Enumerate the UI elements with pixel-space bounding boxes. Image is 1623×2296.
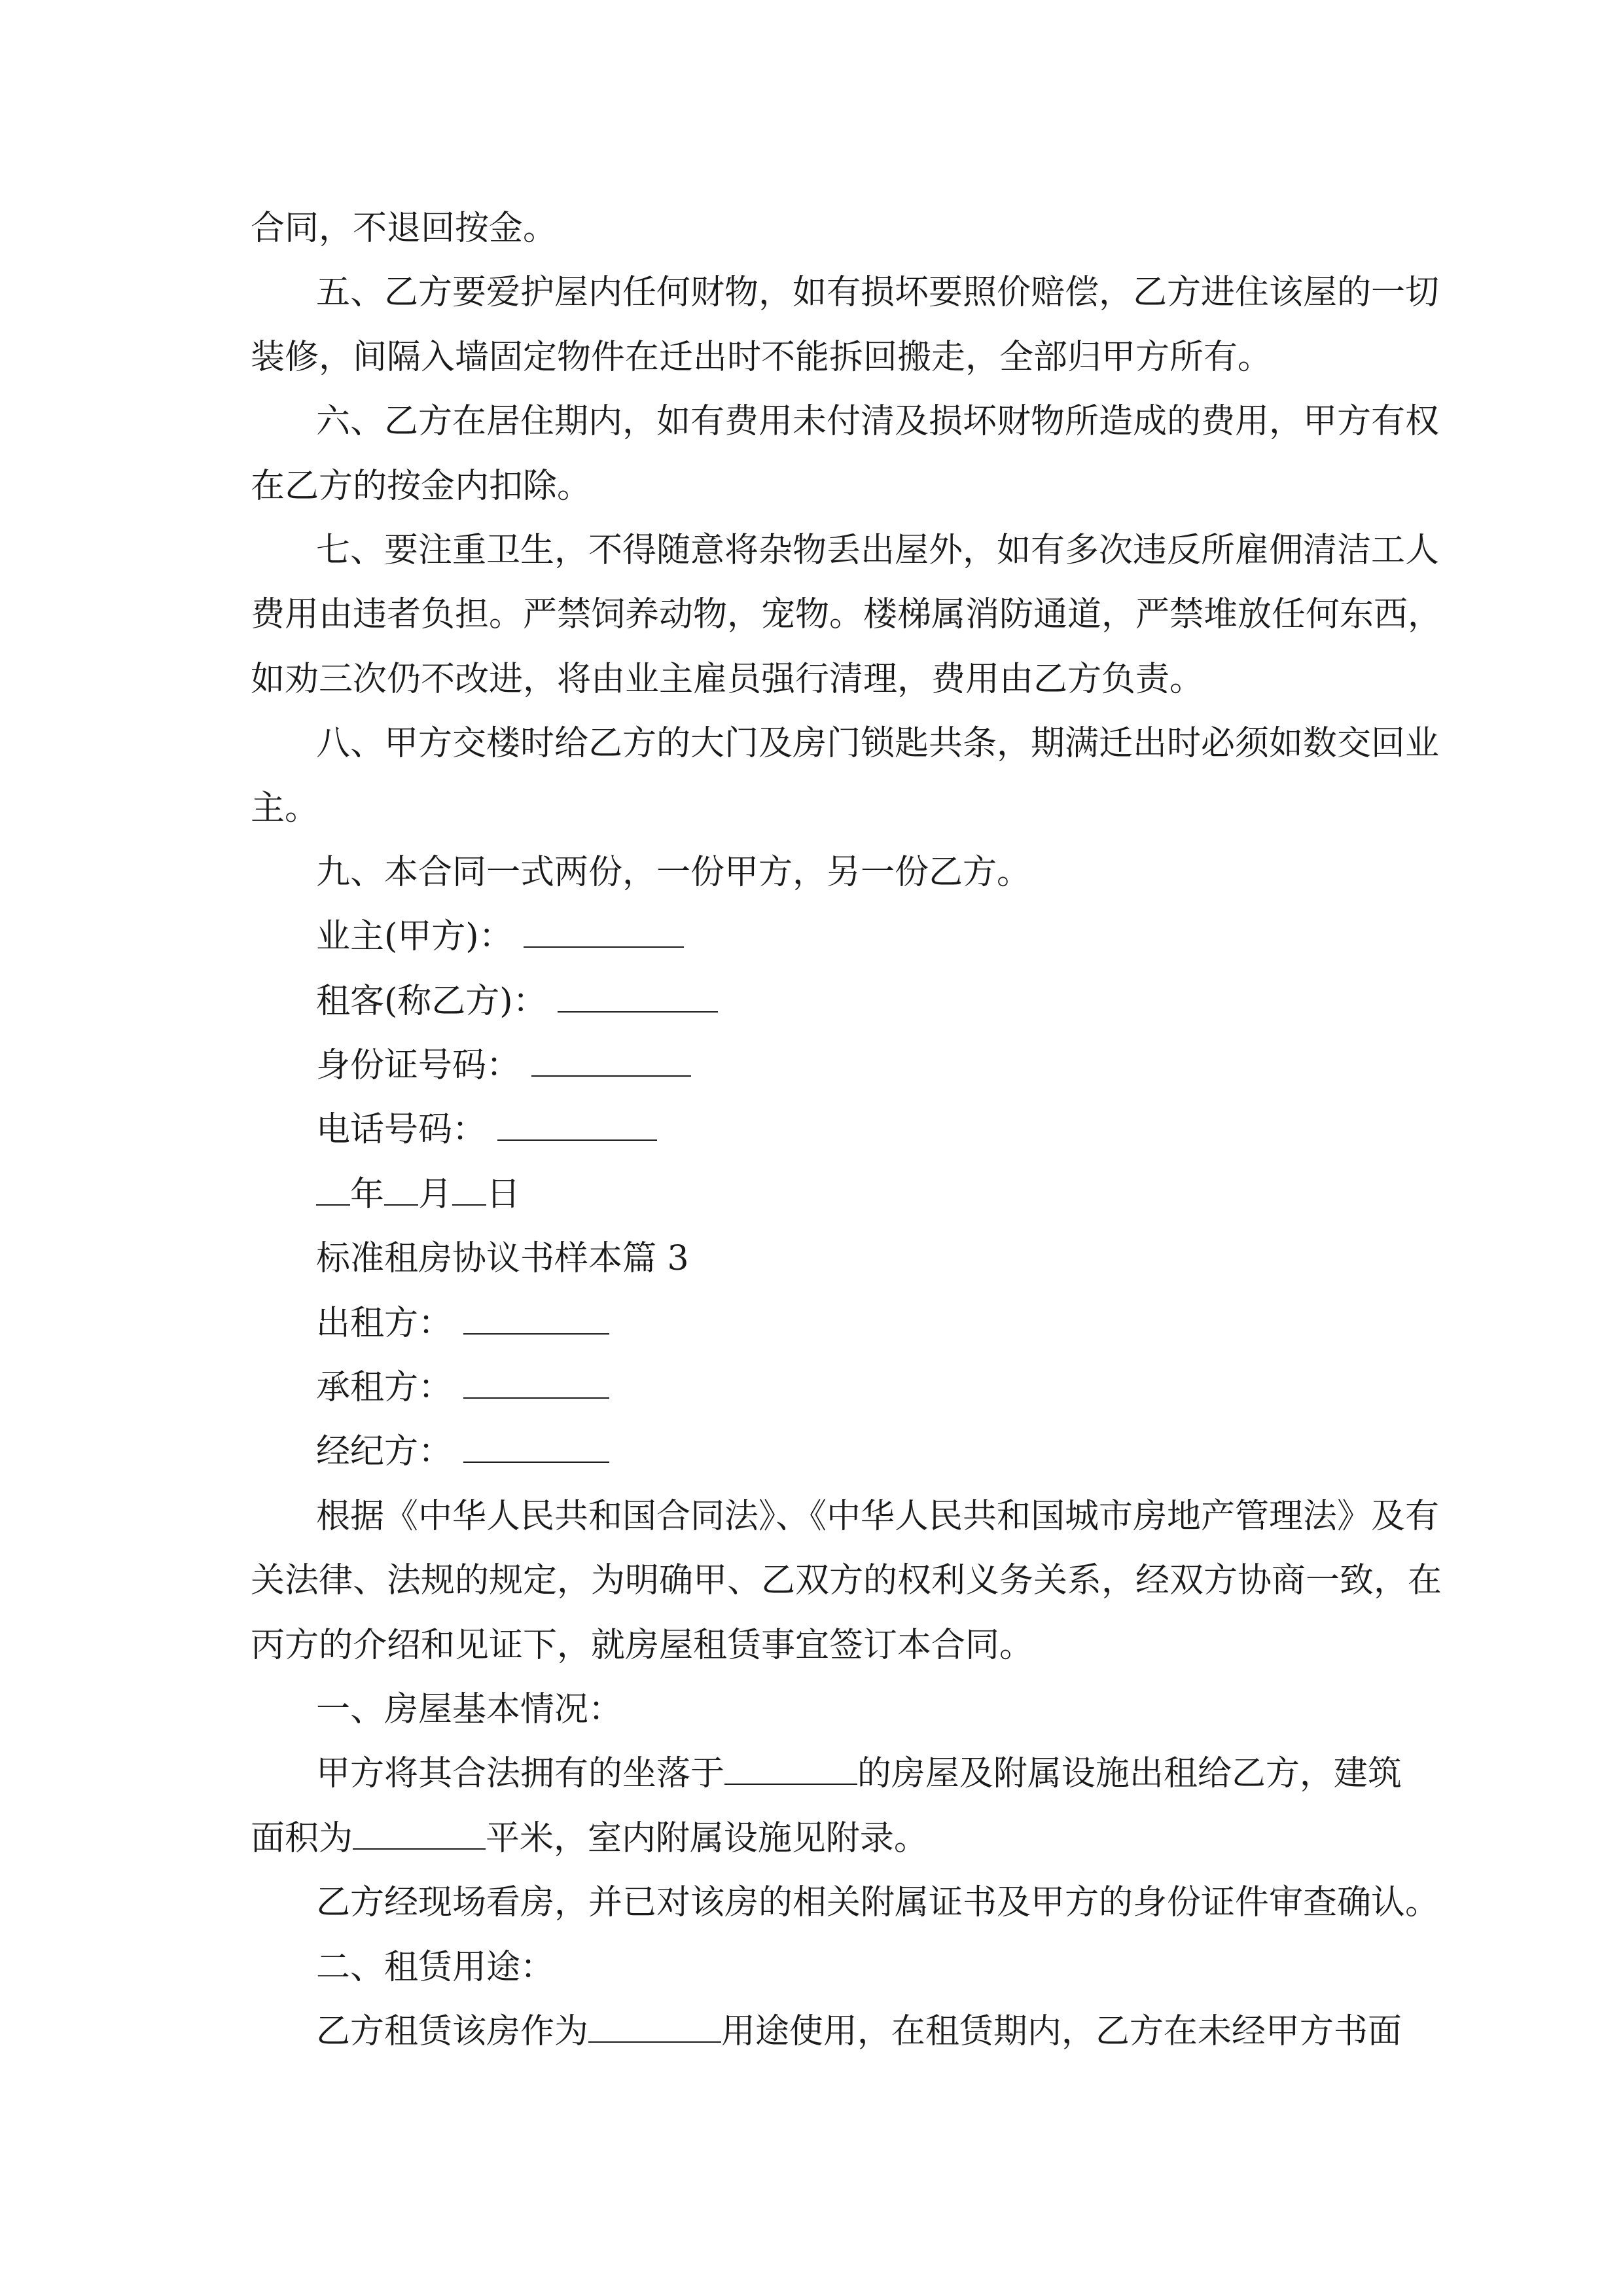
text-segment: 如劝三次仍不改进，将由业主雇员强行清理，费用由乙方负责。 xyxy=(251,659,1204,699)
text-line xyxy=(251,389,1440,454)
text-line xyxy=(251,196,1402,260)
text-line xyxy=(251,776,1402,840)
text-segment: 日 xyxy=(486,1174,521,1214)
text-line xyxy=(251,711,1440,776)
text-segment: 丙方的介绍和见证下，就房屋租赁事宜签订本合同。 xyxy=(251,1625,1034,1665)
text-segment: 出租方： xyxy=(316,1303,463,1343)
text-segment: 在乙方的按金内扣除。 xyxy=(251,466,592,506)
text-segment: 五、乙方要爱护屋内任何财物，如有损坏要照价赔偿，乙方进住该屋的一切 xyxy=(316,273,1440,313)
fill-in-blank xyxy=(531,1043,691,1077)
text-line xyxy=(251,1098,1402,1162)
text-line xyxy=(251,1742,1402,1806)
text-segment: 经纪方： xyxy=(316,1432,463,1472)
text-segment: 根据《中华人民共和国合同法》、《中华人民共和国城市房地产管理法》及有 xyxy=(316,1496,1440,1536)
text-segment: 乙方租赁该房作为 xyxy=(316,2011,589,2051)
fill-in-blank xyxy=(724,1751,857,1785)
text-segment: 九、本合同一式两份，一份甲方，另一份乙方。 xyxy=(316,852,1031,892)
fill-in-blank xyxy=(524,914,683,948)
fill-in-blank xyxy=(463,1365,610,1399)
text-line xyxy=(251,1420,1402,1484)
text-line xyxy=(251,325,1402,389)
fill-in-blank xyxy=(463,1429,610,1463)
text-segment: 七、要注重卫生，不得随意将杂物丢出屋外，如有多次违反所雇佣清洁工人 xyxy=(316,530,1440,570)
text-segment: 承租方： xyxy=(316,1368,463,1408)
text-line xyxy=(251,969,1402,1033)
text-segment: 乙方经现场看房，并已对该房的相关附属证书及甲方的身份证件审查确认。 xyxy=(316,1883,1440,1923)
text-segment: 月 xyxy=(418,1174,453,1214)
text-segment: 身份证号码： xyxy=(316,1046,531,1086)
text-segment: 六、乙方在居住期内，如有费用未付清及损坏财物所造成的费用，甲方有权 xyxy=(316,402,1440,442)
text-line xyxy=(251,1033,1402,1098)
text-line xyxy=(251,260,1440,325)
text-line xyxy=(251,1935,1402,2000)
fill-in-blank xyxy=(558,978,717,1012)
text-segment: 合同，不退回按金。 xyxy=(251,209,558,248)
text-line xyxy=(251,454,1402,518)
text-segment: 标准租房协议书样本篇 3 xyxy=(316,1239,689,1279)
fill-in-blank xyxy=(384,1172,418,1205)
text-segment: 租客(称乙方)： xyxy=(316,981,558,1021)
text-line xyxy=(251,647,1402,711)
fill-in-blank xyxy=(497,1107,657,1141)
fill-in-blank xyxy=(316,1172,350,1205)
text-segment: 的房屋及附属设施出租给乙方，建筑 xyxy=(857,1754,1402,1794)
text-line xyxy=(251,1291,1402,1355)
text-line xyxy=(251,1677,1402,1742)
text-line xyxy=(251,583,1442,647)
text-line xyxy=(251,1806,1402,1871)
fill-in-blank xyxy=(452,1172,486,1205)
fill-in-blank xyxy=(353,1816,486,1849)
text-segment: 费用由违者负担。严禁饲养动物，宠物。楼梯属消防通道，严禁堆放任何东西， xyxy=(251,595,1442,635)
text-segment: 八、甲方交楼时给乙方的大门及房门锁匙共条，期满迁出时必须如数交回业 xyxy=(316,724,1440,764)
text-line xyxy=(251,1162,1402,1227)
text-line xyxy=(251,1549,1442,1613)
document-page xyxy=(251,196,1442,2064)
text-segment: 面积为 xyxy=(251,1818,353,1858)
text-segment: 一、房屋基本情况： xyxy=(316,1689,623,1729)
text-segment: 用途使用，在租赁期内，乙方在未经甲方书面 xyxy=(721,2011,1402,2051)
text-line xyxy=(251,1871,1440,1935)
text-line xyxy=(251,1484,1440,1549)
fill-in-blank xyxy=(588,2009,721,2043)
text-segment: 二、租赁用途： xyxy=(316,1947,555,1987)
text-segment: 年 xyxy=(350,1174,385,1214)
text-segment: 甲方将其合法拥有的坐落于 xyxy=(316,1754,725,1794)
fill-in-blank xyxy=(463,1300,610,1334)
text-line xyxy=(251,905,1402,969)
text-segment: 装修，间隔入墙固定物件在迁出时不能拆回搬走，全部归甲方所有。 xyxy=(251,337,1272,377)
text-segment: 电话号码： xyxy=(316,1110,497,1150)
text-line xyxy=(251,1613,1402,1677)
text-segment: 业主(甲方)： xyxy=(316,917,524,957)
text-line xyxy=(251,1355,1402,1420)
text-segment: 平米，室内附属设施见附录。 xyxy=(485,1818,928,1858)
text-line xyxy=(251,840,1402,905)
text-line xyxy=(251,518,1440,583)
text-line xyxy=(251,1227,1402,1291)
text-segment: 关法律、法规的规定，为明确甲、乙双方的权利义务关系，经双方协商一致，在 xyxy=(251,1561,1442,1601)
text-segment: 主。 xyxy=(251,788,319,828)
text-line xyxy=(251,2000,1402,2064)
